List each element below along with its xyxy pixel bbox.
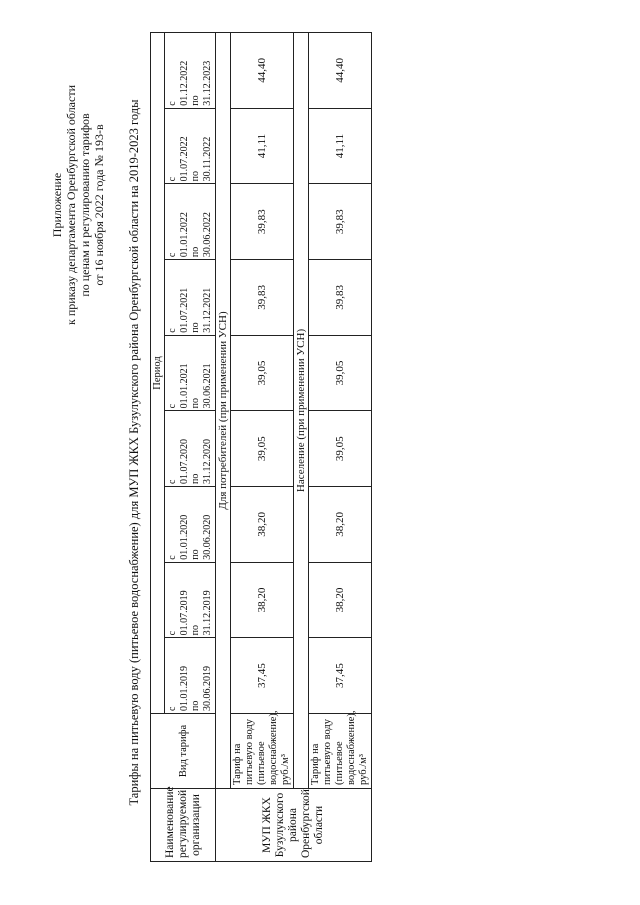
table-row [231, 33, 294, 862]
period-d2: 31.12.2021 [201, 287, 213, 333]
header-kind: Вид тарифа [151, 714, 216, 789]
tariff-value: 38,20 [231, 562, 294, 638]
period-d2: 30.06.2022 [201, 212, 213, 258]
header-line: к приказу департамента Оренбургской области [64, 85, 78, 325]
period-to: по [190, 246, 201, 258]
period-d2: 30.06.2020 [201, 514, 213, 560]
tariff-value: 41,11 [309, 108, 372, 184]
period-cell [165, 562, 216, 638]
period-from: с [167, 403, 178, 409]
period-cell [165, 487, 216, 563]
period-from: с [167, 706, 178, 711]
header-line: от 16 ноября 2022 года № 193-в [92, 124, 106, 286]
period-to: по [190, 473, 201, 485]
period-d2: 31.12.2023 [201, 60, 213, 106]
period-cell [165, 108, 216, 184]
tariff-kind: Тариф на питьевую воду (питьевое водоснабжение), руб./м³ [231, 714, 294, 789]
tariff-value: 39,05 [309, 411, 372, 487]
org-name: МУП ЖКХ Бузулукского района Оренбургской области [216, 789, 372, 862]
section-population: Население (при применении УСН) [294, 33, 309, 789]
tariff-value: 38,20 [309, 562, 372, 638]
tariff-value: 37,45 [309, 638, 372, 714]
period-d2: 30.11.2022 [201, 136, 213, 182]
period-cell [165, 638, 216, 714]
period-cell [165, 184, 216, 260]
tariff-value: 37,45 [231, 638, 294, 714]
period-cell [165, 33, 216, 109]
period-d1: 01.12.2022 [178, 60, 190, 106]
tariff-value: 39,05 [231, 411, 294, 487]
period-to: по [190, 700, 201, 711]
tariff-value: 39,83 [231, 260, 294, 336]
header-line: по ценам и регулированию тарифов [78, 113, 92, 297]
period-cell [165, 411, 216, 487]
header-line: Приложение [50, 172, 64, 238]
tariff-kind: Тариф на питьевую воду (питьевое водоснабжение), руб./м³ [309, 714, 372, 789]
period-d2: 31.12.2020 [201, 439, 213, 485]
tariff-table [150, 32, 372, 862]
period-to: по [190, 322, 201, 333]
period-from: с [167, 176, 178, 182]
section-consumers: Для потребителей (при применении УСН) [216, 33, 231, 789]
tariff-value: 41,11 [231, 108, 294, 184]
tariff-value: 38,20 [231, 487, 294, 563]
period-from: с [167, 555, 178, 560]
tariff-value: 39,83 [231, 184, 294, 260]
period-d2: 30.06.2019 [201, 666, 213, 711]
period-d1: 01.07.2019 [178, 590, 190, 636]
tariff-value: 38,20 [309, 487, 372, 563]
period-cell [165, 335, 216, 411]
period-to: по [190, 624, 201, 636]
tariff-value: 44,40 [231, 33, 294, 109]
period-d1: 01.07.2022 [178, 136, 190, 182]
period-from: с [167, 630, 178, 636]
period-from: с [167, 479, 178, 485]
period-from: с [167, 252, 178, 258]
tariff-value: 39,83 [309, 184, 372, 260]
period-cell [165, 260, 216, 336]
period-d1: 01.01.2019 [178, 666, 190, 711]
period-to: по [190, 549, 201, 560]
period-from: с [167, 101, 178, 106]
period-d2: 31.12.2019 [201, 590, 213, 636]
tariff-value: 39,83 [309, 260, 372, 336]
period-d1: 01.01.2022 [178, 212, 190, 258]
document-header [50, 45, 106, 365]
header-period: Период [151, 33, 165, 714]
period-from: с [167, 328, 178, 333]
period-d1: 01.01.2020 [178, 514, 190, 560]
tariff-value: 44,40 [309, 33, 372, 109]
period-to: по [190, 171, 201, 182]
tariff-value: 39,05 [309, 335, 372, 411]
period-d2: 30.06.2021 [201, 363, 213, 409]
period-d1: 01.01.2021 [178, 363, 190, 409]
document-title: Тарифы на питьевую воду (питьевое водоснабжение) для МУП ЖКХ Бузулукского района Оренбургской области на 2019-2023 годы [127, 99, 141, 806]
period-to: по [190, 398, 201, 409]
period-to: по [190, 95, 201, 106]
tariff-value: 39,05 [231, 335, 294, 411]
period-d1: 01.07.2020 [178, 439, 190, 485]
table-row [309, 33, 372, 862]
period-d1: 01.07.2021 [178, 287, 190, 333]
header-org: Наименование регулируемой организации [151, 789, 216, 862]
